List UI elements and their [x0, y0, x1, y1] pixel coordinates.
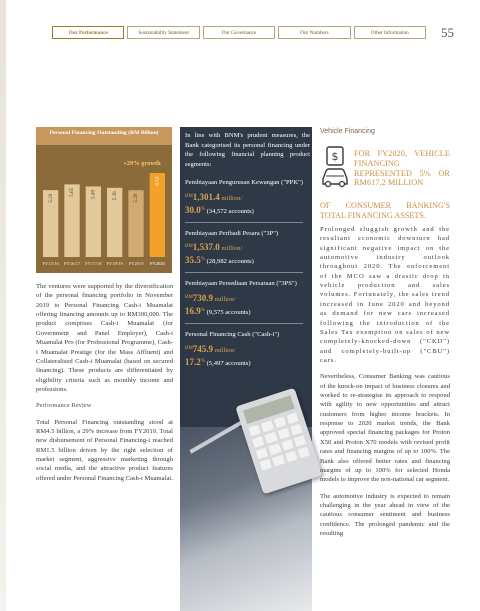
- segment-percent: 17.2: [185, 356, 201, 367]
- segment-title: Pembiayaan Persediaan Persaraan ("3PS"): [185, 280, 297, 288]
- callout-subline: OF CONSUMER BANKING'S TOTAL FINANCING ASSETS.: [320, 200, 450, 220]
- callout-headline: FOR FY2020, VEHICLE FINANCING REPRESENTED 5% OR RM617.2 MILLION: [354, 148, 450, 188]
- percent-sign: %: [200, 206, 205, 212]
- tab-our-performance[interactable]: Our Performance: [52, 26, 124, 39]
- currency-label: RM: [185, 345, 193, 351]
- left-column: [36, 282, 173, 490]
- paragraph-consumer-banking: Nevertheless, Consumer Banking was cautious of the knock-on impact of business closures and worked to re-strategise its approach to respond with agility to new opportunities and attract customers from higher income brackets. In response to 2020 market trends, the Bank approved special financing packages for Proton X50 and Proton X70 models with revised profit rates and financing margins of up to 100%. The Bank also offered better rates and financing margins of up to 100% for selected Honda models to improve the non-national car segment.: [320, 373, 450, 484]
- segment-value: [185, 343, 310, 369]
- percent-sign: %: [200, 358, 205, 364]
- segment-amount: 1,537.0: [192, 242, 220, 253]
- category-label: FY2020: [149, 261, 165, 266]
- financing-chart-panel: [36, 127, 172, 273]
- segment-percent: 16.9: [185, 306, 201, 317]
- category-label: FY18/19: [106, 261, 123, 266]
- paragraph-industry-expectation: The automotive industry is expected to remain challenging in the year ahead in view of the cautious consumer sentiment and business confidence. The prolonged pandemic and the resulting: [320, 492, 450, 538]
- percent-sign: %: [200, 307, 205, 313]
- heading-performance-review: Performance Review: [36, 402, 92, 410]
- segment-block: [185, 229, 310, 274]
- svg-text:$: $: [331, 149, 339, 163]
- page-edge-stripe: [0, 0, 6, 611]
- segment-accounts: (9,575 accounts): [206, 309, 251, 317]
- segment-amount: 745.9: [192, 343, 214, 354]
- category-label: FY15/16: [42, 261, 59, 266]
- segment-block: [185, 178, 310, 223]
- segment-block: [185, 279, 310, 324]
- segment-amount: 1,301.4: [192, 191, 220, 202]
- page-number: 55: [441, 25, 454, 40]
- paragraph-diversification: The ventures were supported by the diversification of the personal financing portfolio in November 2019 to Personal Financing Cash-i Muamalat offering financing amounts up to RM300,000. The product comprises Cash-i Muamalat (for Government and Panel Employer), Cash-i Muamalat Pro (for Professional Programme), Cash-i Muamalat Prestige (for the Mass Affluent) and Collateralised Cash-i Muamalat (based on secured financing). These products are differentiated by eligibility criteria such as monthly income and professions.: [36, 283, 173, 393]
- tab-other-information[interactable]: Other Information: [354, 26, 426, 39]
- financing-bar-chart: [36, 145, 172, 273]
- segment-unit: million/: [219, 245, 243, 253]
- chart-title: Personal Financing Outstanding (RM Billion): [36, 127, 172, 145]
- bar-value-label: 5.20: [133, 193, 140, 203]
- segment-amount: 730.9: [192, 293, 214, 304]
- segment-divider: [185, 222, 303, 223]
- currency-label: RM: [185, 244, 193, 250]
- category-label: FY17/18: [85, 261, 102, 266]
- paragraph-performance: Total Personal Financing outstanding stood at RM4.5 billion, a 29% increase from FY2019. Total new disbursement of Personal Financing-i reached RM1.5 billion driven by the right selection of market segment, aggressive marketing through social media, and the attractive product features offered under Personal Financing Cash-i Muamalat.: [36, 418, 173, 482]
- segment-unit: million/: [213, 346, 236, 354]
- segment-divider: [185, 272, 303, 273]
- vehicle-financing-title: Vehicle Financing: [320, 128, 375, 135]
- segment-value: [185, 241, 310, 267]
- bar-value-label: 5.49: [90, 189, 97, 199]
- tab-our-numbers[interactable]: Our Numbers: [278, 26, 350, 39]
- bar-value-label: 6.53: [154, 176, 161, 186]
- section-nav: [52, 26, 426, 39]
- segment-list: [185, 178, 310, 369]
- currency-label: RM: [185, 193, 193, 199]
- bar-value-label: 5.20: [47, 193, 54, 203]
- segment-percent: 35.5: [185, 255, 201, 266]
- category-label: FY16/17: [63, 261, 81, 266]
- paragraph-automotive-outlook: Prolonged sluggish growth and the resultant economic downturn had significant negative impact on the automotive industry outlook throughout 2020. The enforcement of the MCO saw a drastic drop in vehicle production and sales volumes. Fortunately, the sales trend increased in June 2020 and beyond as demand for new cars increased following the introduction of the Sales Tax exemption on sales of new completely-knocked-down ("CKD") and completely-built-up ("CBU") cars.: [320, 225, 450, 364]
- segment-percent: 30.0: [185, 204, 201, 215]
- segment-divider: [185, 323, 303, 324]
- segment-title: Personal Financing Cash ("Cash-i"): [185, 331, 280, 339]
- right-column: [320, 127, 450, 545]
- segment-unit: million/: [213, 296, 236, 304]
- category-label: FY2019: [128, 261, 144, 266]
- segment-unit: million/: [219, 194, 243, 202]
- tab-sustainability-statement[interactable]: Sustainability Statement: [127, 26, 199, 39]
- segments-panel: [180, 127, 312, 611]
- segment-value: [185, 191, 310, 217]
- vehicle-callout: [320, 145, 450, 225]
- bar-value-label: 5.65: [69, 187, 76, 197]
- segment-title: Pembiayaan Peribadi Pesara ("3P"): [185, 229, 279, 237]
- currency-label: RM: [185, 294, 193, 300]
- segment-block: [185, 330, 310, 369]
- segment-value: [185, 292, 310, 318]
- segment-accounts: (34,572 accounts): [206, 207, 254, 215]
- tab-our-governance[interactable]: Our Governance: [203, 26, 275, 39]
- growth-label: +29% growth: [123, 160, 161, 167]
- segment-accounts: (28,982 accounts): [206, 258, 254, 266]
- car-money-icon: [320, 145, 350, 189]
- segment-title: Pembiayaan Pengurusan Kewangan ("PPK"): [185, 179, 304, 187]
- percent-sign: %: [200, 257, 205, 263]
- segments-intro: In line with BNM's prudent measures, the Bank categorised its personal financing under the following financial planning product segments:: [185, 132, 310, 168]
- segment-accounts: (5,497 accounts): [206, 359, 251, 367]
- bar-value-label: 5.38: [111, 191, 118, 201]
